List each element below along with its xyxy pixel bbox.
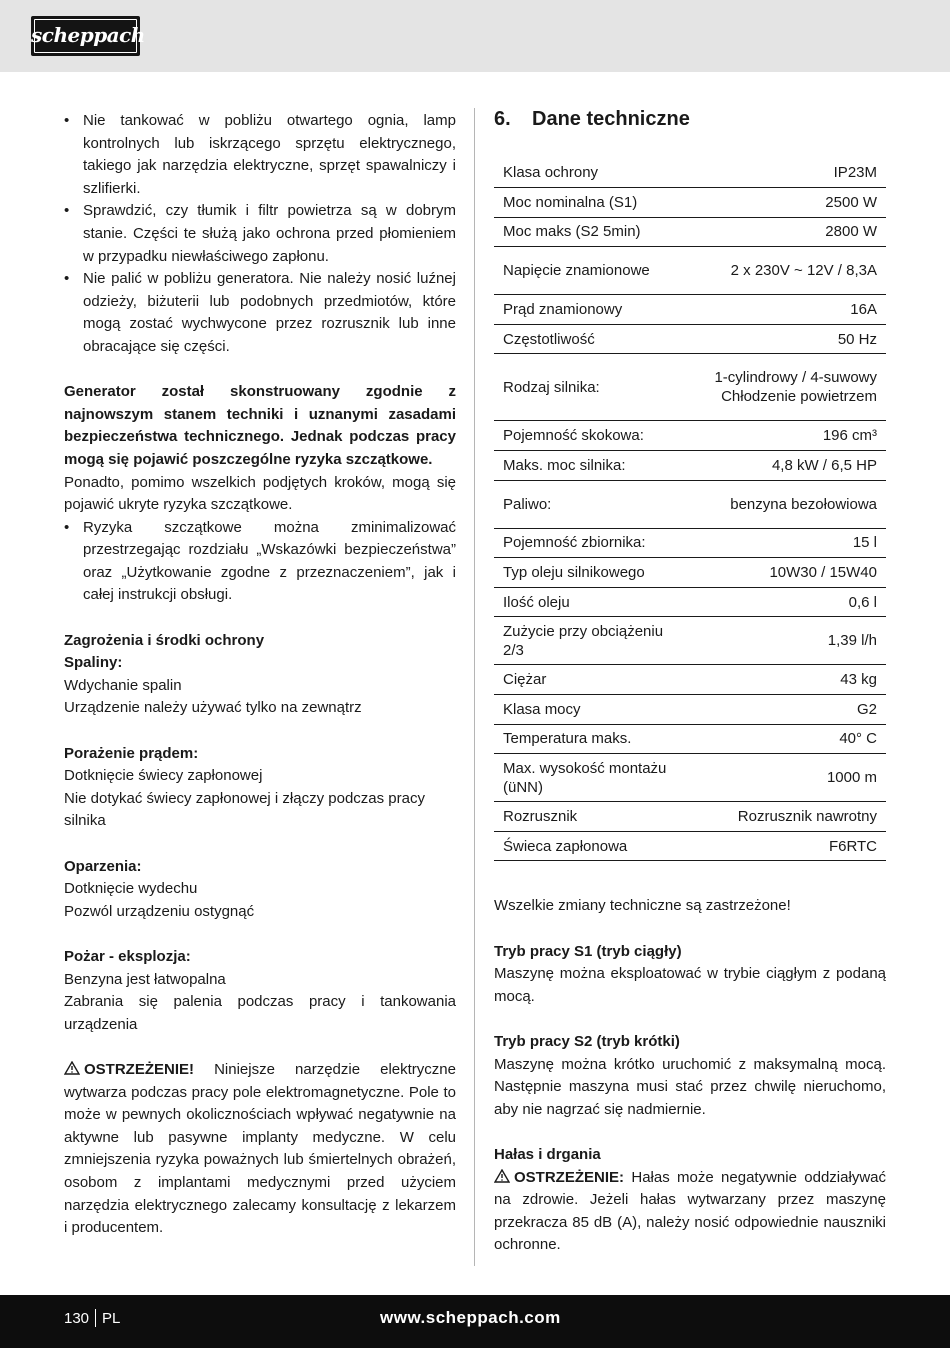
- spec-label: Rodzaj silnika:: [494, 354, 690, 421]
- spec-value: Rozrusznik nawrotny: [690, 802, 886, 832]
- noise-heading: Hałas i drgania: [494, 1145, 601, 1163]
- spec-value: IP23M: [690, 158, 886, 188]
- table-row: [494, 217, 886, 247]
- spec-label: Ciężar: [494, 665, 690, 695]
- warning-label: OSTRZEŻENIE:: [514, 1168, 625, 1186]
- table-row: [494, 665, 886, 695]
- operating-modes: [494, 895, 886, 1257]
- fire-line: Benzyna jest łatwopalna: [64, 970, 226, 988]
- spec-value: 1-cylindrowy / 4-suwowy Chłodzenie powietrzem: [690, 354, 886, 421]
- spec-value: 40° C: [690, 724, 886, 754]
- column-divider: [474, 108, 475, 1266]
- exhaust-line: Wdychanie spalin: [64, 676, 182, 694]
- section-title: [494, 104, 886, 134]
- spec-label: Temperatura maks.: [494, 724, 690, 754]
- shock-heading: Porażenie prądem:: [64, 744, 199, 762]
- burn-line: Dotknięcie wydechu: [64, 880, 198, 898]
- table-row: [494, 831, 886, 861]
- exhaust-heading: Spaliny:: [64, 654, 123, 672]
- table-row: [494, 295, 886, 325]
- warning-icon: [64, 1061, 80, 1075]
- changes-note: Wszelkie zmiany techniczne są zastrzeżone!: [494, 897, 791, 915]
- spec-label: Klasa mocy: [494, 695, 690, 725]
- technical-data-table: [494, 158, 886, 861]
- table-row: [494, 802, 886, 832]
- spec-label: Paliwo:: [494, 480, 690, 528]
- warning-text: Niniejsze narzędzie elektryczne wytwarza podczas pracy pole elektromagnetyczne. Pole to może w pewnych okolicznościach wpływać negatywnie na aktywne lub pasywne implanty medyczne. W celu zmniejszenia ryzyka poważnych lub śmiertelnych obrażeń, osobom z implantami medycznymi przed użyciem narzędzia elektrycznego zalecamy konsultację z lekarzem i producentem.: [64, 1060, 456, 1237]
- spec-label: Świeca zapłonowa: [494, 831, 690, 861]
- exhaust-line: Urządzenie należy używać tylko na zewnątrz: [64, 699, 362, 717]
- emf-warning: [64, 1059, 456, 1240]
- spec-label: Rozrusznik: [494, 802, 690, 832]
- table-row: [494, 324, 886, 354]
- spec-value: 0,6 l: [690, 587, 886, 617]
- s1-heading: Tryb pracy S1 (tryb ciągły): [494, 942, 682, 960]
- left-column: [64, 110, 456, 1240]
- table-row: [494, 158, 886, 188]
- spec-value: 10W30 / 15W40: [690, 558, 886, 588]
- section-title-text: Dane techniczne: [532, 108, 690, 130]
- spec-label: Prąd znamionowy: [494, 295, 690, 325]
- spec-value: F6RTC: [690, 831, 886, 861]
- burn-heading: Oparzenia:: [64, 857, 142, 875]
- spec-value: G2: [690, 695, 886, 725]
- hazards-heading: Zagrożenia i środki ochrony: [64, 631, 265, 649]
- spec-label: Pojemność skokowa:: [494, 421, 690, 451]
- s2-text: Maszynę można krótko uruchomić z maksymalną mocą. Następnie maszyna musi stać przez chwilę nieruchomo, aby nie nagrzać się nadmiernie.: [494, 1055, 886, 1118]
- table-row: [494, 695, 886, 725]
- page-footer: [0, 1295, 950, 1348]
- table-row: [494, 617, 886, 665]
- table-row: [494, 480, 886, 528]
- list-item: • Sprawdzić, czy tłumik i filtr powietrza są w dobrym stanie. Części te służą jako ochrona przed płomieniem w przypadku niewłaściwego zapłonu.: [64, 200, 456, 268]
- table-row: [494, 528, 886, 558]
- table-row: [494, 724, 886, 754]
- spec-label: Napięcie znamionowe: [494, 247, 690, 295]
- fuel-safety-list: [64, 110, 456, 359]
- spec-value: 4,8 kW / 6,5 HP: [690, 451, 886, 481]
- footer-separator: [95, 1309, 96, 1327]
- burn-line: Pozwól urządzeniu ostygnąć: [64, 902, 255, 920]
- table-row: [494, 451, 886, 481]
- s1-text: Maszynę można eksploatować w trybie ciągłym z podaną mocą.: [494, 965, 886, 1005]
- table-row: [494, 247, 886, 295]
- spec-label: Max. wysokość montażu (üNN): [494, 754, 690, 802]
- spec-label: Częstotliwość: [494, 324, 690, 354]
- noise-warning: [494, 1167, 886, 1257]
- page-header: [0, 0, 950, 72]
- spec-value: 196 cm³: [690, 421, 886, 451]
- list-item: • Nie palić w pobliżu generatora. Nie należy nosić luźnej odzieży, biżuterii lub podobnych przedmiotów, które mogą zostać wychwycone przez rozrusznik lub inne obracające się części.: [64, 268, 456, 358]
- spec-value: 50 Hz: [690, 324, 886, 354]
- table-row: [494, 354, 886, 421]
- shock-line: Dotknięcie świecy zapłonowej: [64, 767, 263, 785]
- scheppach-logo: [31, 16, 145, 56]
- spec-label: Ilość oleju: [494, 587, 690, 617]
- table-row: [494, 188, 886, 218]
- spec-label: Klasa ochrony: [494, 158, 690, 188]
- fire-heading: Pożar - eksplozja:: [64, 947, 191, 965]
- spec-value: 1,39 l/h: [690, 617, 886, 665]
- spec-label: Moc maks (S2 5min): [494, 217, 690, 247]
- page-number: 130: [64, 1310, 90, 1327]
- spec-value: 16A: [690, 295, 886, 325]
- spec-value: 2800 W: [690, 217, 886, 247]
- logo-text: scheppach: [31, 23, 145, 47]
- website-url: www.scheppach.com: [380, 1308, 561, 1327]
- residual-risk-list: [64, 517, 456, 607]
- spec-value: 15 l: [690, 528, 886, 558]
- section-number: 6.: [494, 108, 511, 130]
- warning-icon: [494, 1169, 510, 1183]
- noise-text: Hałas może negatywnie oddziaływać na zdrowie. Jeżeli hałas wytwarzany przez maszynę przekracza 85 dB (A), należy nosić odpowiednie nauszniki ochronne.: [494, 1168, 886, 1254]
- residual-risk-text: Ponadto, pomimo wszelkich podjętych kroków, mogą się pojawić ukryte ryzyka szczątkowe.: [64, 473, 456, 514]
- page-language: PL: [102, 1310, 121, 1327]
- right-column: [494, 104, 886, 1257]
- spec-label: Moc nominalna (S1): [494, 188, 690, 218]
- table-row: [494, 558, 886, 588]
- spec-value: 1000 m: [690, 754, 886, 802]
- residual-risk-statement: Generator został skonstruowany zgodnie z najnowszym stanem techniki i uznanymi zasadami bezpieczeństwa technicznego. Jednak podczas pracy mogą się pojawić poszczególne ryzyka szczątkowe.: [64, 383, 456, 468]
- spec-label: Typ oleju silnikowego: [494, 558, 690, 588]
- spec-value: 2 x 230V ~ 12V / 8,3A: [690, 247, 886, 295]
- spec-value: 2500 W: [690, 188, 886, 218]
- spec-value: benzyna bezołowiowa: [690, 480, 886, 528]
- spec-label: Zużycie przy obciążeniu 2/3: [494, 617, 690, 665]
- list-item: • Nie tankować w pobliżu otwartego ognia, lamp kontrolnych lub iskrzącego sprzętu elektrycznego, takiego jak narzędzia elektryczne, sprzęt spawalniczy i szlifierki.: [64, 110, 456, 200]
- table-row: [494, 421, 886, 451]
- spec-value: 43 kg: [690, 665, 886, 695]
- table-row: [494, 754, 886, 802]
- list-item: • Ryzyka szczątkowe można zminimalizować przestrzegając rozdziału „Wskazówki bezpieczeństwa” oraz „Użytkowanie zgodne z przeznaczeniem”, jak i całej instrukcji obsługi.: [64, 517, 456, 607]
- shock-line: Nie dotykać świecy zapłonowej i złączy podczas pracy silnika: [64, 789, 425, 830]
- table-row: [494, 587, 886, 617]
- s2-heading: Tryb pracy S2 (tryb krótki): [494, 1032, 680, 1050]
- warning-label: OSTRZEŻENIE!: [84, 1060, 195, 1078]
- spec-label: Maks. moc silnika:: [494, 451, 690, 481]
- spec-label: Pojemność zbiornika:: [494, 528, 690, 558]
- fire-line: Zabrania się palenia podczas pracy i tankowania urządzenia: [64, 993, 456, 1033]
